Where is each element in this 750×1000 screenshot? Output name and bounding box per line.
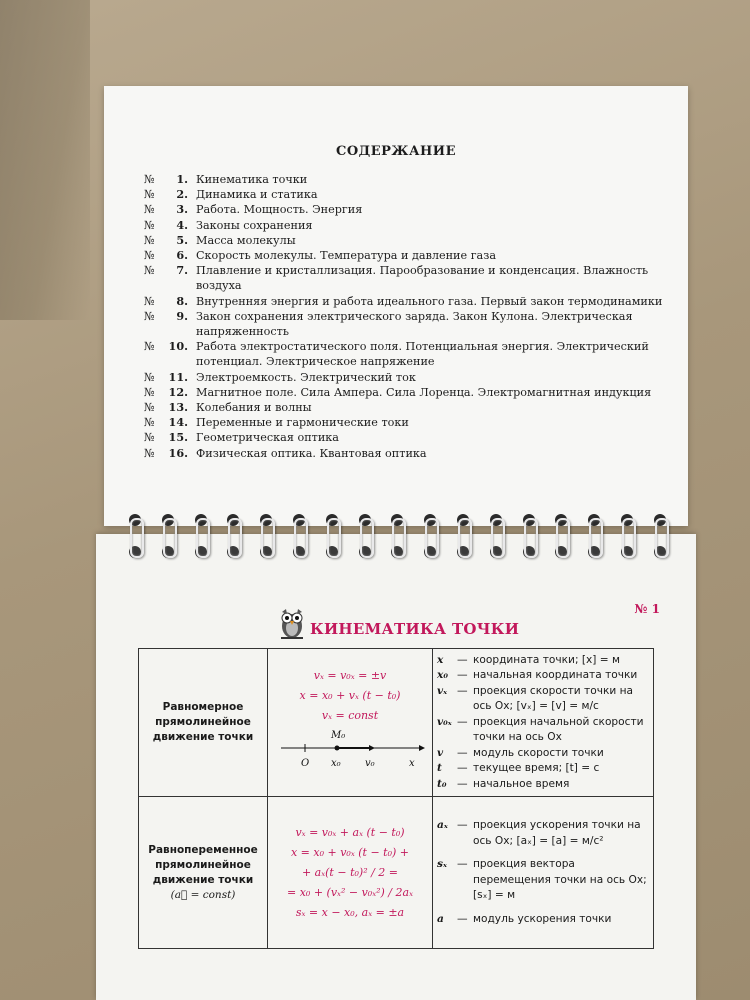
dash: — xyxy=(457,819,468,831)
binding-ring xyxy=(258,508,274,556)
number-sign: № xyxy=(144,385,155,399)
chapter-number: № 1 xyxy=(634,602,660,616)
item-title: Геометрическая оптика xyxy=(196,431,339,445)
axis-label: x₀ xyxy=(331,758,341,769)
number-sign: № xyxy=(144,340,155,354)
number-sign: № xyxy=(144,233,155,247)
contents-item xyxy=(144,202,664,217)
description-row xyxy=(437,818,649,849)
description-row xyxy=(437,857,649,904)
binding-ring xyxy=(324,508,340,556)
spiral-binding xyxy=(0,508,750,578)
table-row xyxy=(139,797,654,949)
item-number: 12. xyxy=(168,384,188,399)
binding-ring xyxy=(291,508,307,556)
item-title: Скорость молекулы. Температура и давление газа xyxy=(196,249,496,263)
binding-ring xyxy=(193,508,209,556)
description-row xyxy=(437,715,649,746)
number-sign: № xyxy=(144,264,155,278)
binding-ring xyxy=(553,508,569,556)
binding-ring xyxy=(586,508,602,556)
binding-ring xyxy=(455,508,471,556)
item-title: Масса молекулы xyxy=(196,233,296,247)
item-number: 3. xyxy=(176,202,188,217)
axis-label: v₀ xyxy=(365,758,375,769)
dash: — xyxy=(457,684,468,697)
symbol: sₓ xyxy=(437,858,447,870)
dash: — xyxy=(457,777,468,790)
number-sign: № xyxy=(144,188,155,202)
item-title: Работа электростатического поля. Потенциальная энергия. Электрический потенциал. Электрическое напряжение xyxy=(196,340,649,369)
item-title: Физическая оптика. Квантовая оптика xyxy=(196,446,427,460)
description-text: модуль ускорения точки xyxy=(473,912,612,925)
formula-cell xyxy=(268,797,433,949)
symbol: t xyxy=(437,762,442,775)
contents-item xyxy=(144,263,664,293)
symbol: v xyxy=(437,746,444,759)
binding-ring xyxy=(357,508,373,556)
binding-ring xyxy=(389,508,405,556)
row-name: Равномерное прямолинейное движение точки xyxy=(139,649,268,797)
description-text: текущее время; [t] = с xyxy=(473,762,600,775)
description-cell xyxy=(433,797,654,949)
item-number: 9. xyxy=(176,308,188,323)
item-number: 11. xyxy=(168,369,188,384)
symbol: x xyxy=(437,653,444,666)
chapter-page xyxy=(96,534,696,1000)
contents-item xyxy=(144,172,664,187)
binding-ring xyxy=(619,508,635,556)
number-sign: № xyxy=(144,218,155,232)
contents-item xyxy=(144,218,664,233)
number-sign: № xyxy=(144,203,155,217)
item-title: Динамика и статика xyxy=(196,188,318,202)
formula: x = x₀ + vₓ (t − t₀) xyxy=(299,689,401,702)
row-name: Равнопеременное прямолинейное движение точки xyxy=(148,843,258,886)
description-text: проекция начальной скорости точки на ось Ox xyxy=(473,715,644,744)
number-sign: № xyxy=(144,294,155,308)
symbol: a xyxy=(437,912,444,925)
item-number: 16. xyxy=(168,445,188,460)
item-title: Магнитное поле. Сила Ампера. Сила Лоренца. Электромагнитная индукция xyxy=(196,385,652,399)
item-number: 15. xyxy=(168,430,188,445)
contents-item xyxy=(144,339,664,369)
item-title: Внутренняя энергия и работа идеального газа. Первый закон термодинамики xyxy=(196,294,663,308)
number-sign: № xyxy=(144,401,155,415)
binding-ring xyxy=(422,508,438,556)
symbol: v₀ₓ xyxy=(437,715,452,728)
dash: — xyxy=(457,746,468,759)
axis-diagram xyxy=(275,726,425,772)
contents-item xyxy=(144,400,664,415)
row-name-cell xyxy=(139,797,268,949)
description-row xyxy=(437,668,649,684)
description-text: модуль скорости точки xyxy=(473,746,604,759)
formula: vₓ = v₀ₓ = ±v xyxy=(313,669,387,682)
formula: sₓ = x − x₀, aₓ = ±a xyxy=(295,905,405,919)
symbol: vₓ xyxy=(437,684,448,697)
item-number: 6. xyxy=(176,248,188,263)
item-number: 5. xyxy=(176,232,188,247)
formula: vₓ = const xyxy=(321,709,379,722)
symbol: t₀ xyxy=(437,777,447,790)
item-title: Кинематика точки xyxy=(196,173,308,186)
number-sign: № xyxy=(144,431,155,445)
number-sign: № xyxy=(144,249,155,263)
item-number: 2. xyxy=(176,187,188,202)
axis-point-label: M₀ xyxy=(331,730,346,741)
contents-title: СОДЕРЖАНИЕ xyxy=(335,144,457,159)
item-title: Работа. Мощность. Энергия xyxy=(196,203,363,217)
dash: — xyxy=(457,912,468,925)
description-row xyxy=(437,684,649,715)
description-text: проекция скорости точки на ось Ox; [vₓ] = [v] = м/с xyxy=(473,684,634,713)
row-name-note: (a⃗ = const) xyxy=(170,888,236,901)
description-text: проекция ускорения точки на ось Ox; [aₓ] = [a] = м/с² xyxy=(473,819,641,847)
contents-item xyxy=(144,187,664,202)
formula: vₓ = v₀ₓ + aₓ (t − t₀) xyxy=(295,825,405,839)
binding-ring xyxy=(652,508,668,556)
item-number: 7. xyxy=(176,263,188,278)
description-row xyxy=(437,761,649,777)
chapter-title: КИНЕМАТИКА ТОЧКИ xyxy=(310,620,520,638)
description-row xyxy=(437,653,649,669)
item-number: 1. xyxy=(176,172,188,186)
binding-ring xyxy=(521,508,537,556)
description-cell xyxy=(433,649,654,797)
binding-ring xyxy=(127,508,143,556)
description-text: начальное время xyxy=(473,777,570,790)
binding-ring xyxy=(225,508,241,556)
contents-item xyxy=(144,233,664,248)
description-row xyxy=(437,912,649,928)
contents-item xyxy=(144,430,664,445)
formula: + aₓ(t − t₀)² / 2 = xyxy=(301,865,399,879)
dash: — xyxy=(457,669,468,682)
item-title: Переменные и гармонические токи xyxy=(196,416,409,430)
binding-ring xyxy=(160,508,176,556)
dash: — xyxy=(457,858,468,870)
description-text: начальная координата точки xyxy=(473,669,638,682)
axis-label: x xyxy=(409,758,415,769)
description-text: проекция вектора перемещения точки на ось Ox; [sₓ] = м xyxy=(473,858,647,901)
item-number: 4. xyxy=(176,217,188,232)
item-title: Электроемкость. Электрический ток xyxy=(196,370,416,384)
contents-item xyxy=(144,446,664,461)
dash: — xyxy=(457,653,468,666)
axis-label: O xyxy=(301,758,310,769)
item-title: Закон сохранения электрического заряда. Закон Кулона. Электрическая напряженность xyxy=(196,309,633,339)
description-row xyxy=(437,777,649,793)
dash: — xyxy=(457,762,468,775)
contents-item xyxy=(144,415,664,430)
item-number: 10. xyxy=(168,339,188,354)
item-number: 8. xyxy=(176,293,188,308)
contents-page xyxy=(104,86,688,526)
contents-item xyxy=(144,248,664,263)
number-sign: № xyxy=(144,416,155,430)
number-sign: № xyxy=(144,309,155,323)
number-sign: № xyxy=(144,370,155,384)
number-sign: № xyxy=(144,173,155,186)
contents-item xyxy=(144,294,664,309)
description-row xyxy=(437,746,649,762)
kinematics-table xyxy=(138,648,654,949)
description-text: координата точки; [x] = м xyxy=(473,653,621,666)
formula: = x₀ + (vₓ² − v₀ₓ²) / 2aₓ xyxy=(287,885,413,899)
contents-item xyxy=(144,385,664,400)
formula-cell xyxy=(268,649,433,797)
item-title: Плавление и кристаллизация. Парообразование и конденсация. Влажность воздуха xyxy=(196,264,649,293)
item-number: 14. xyxy=(168,415,188,430)
background-shadow xyxy=(0,0,90,320)
binding-ring xyxy=(488,508,504,556)
contents-item xyxy=(144,370,664,385)
contents-list xyxy=(144,172,664,461)
item-title: Колебания и волны xyxy=(196,401,312,415)
symbol: x₀ xyxy=(437,669,448,682)
dash: — xyxy=(457,715,468,728)
item-number: 13. xyxy=(168,400,188,415)
formula: x = x₀ + v₀ₓ (t − t₀) + xyxy=(290,845,410,859)
symbol: aₓ xyxy=(437,819,448,831)
item-title: Законы сохранения xyxy=(196,218,313,232)
contents-item xyxy=(144,309,664,339)
number-sign: № xyxy=(144,446,155,460)
owl-icon xyxy=(278,606,306,640)
table-row xyxy=(139,649,654,797)
